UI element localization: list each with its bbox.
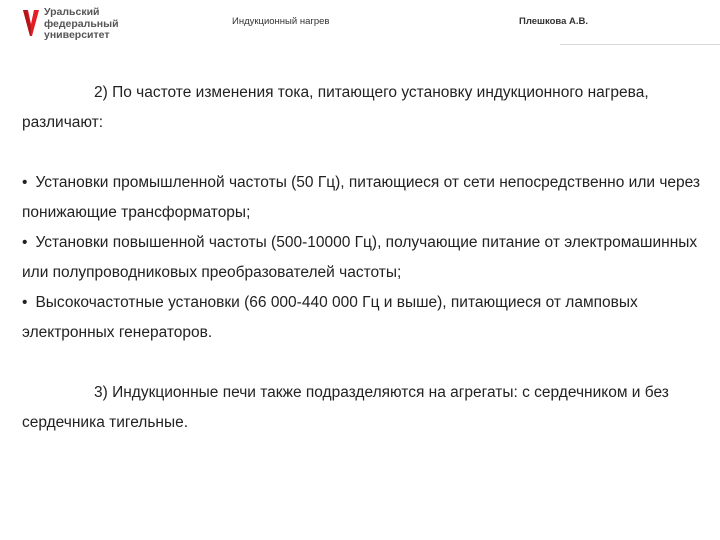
- list-item: [22, 168, 702, 228]
- spacer: [22, 348, 702, 378]
- header-divider: [560, 44, 720, 45]
- logo-line-3: университет: [44, 29, 110, 41]
- slide-content: [22, 78, 702, 438]
- bullet-icon: •: [22, 174, 28, 191]
- bullet-icon: •: [22, 294, 28, 311]
- bullet-text: Установки повышенной частоты (500-10000 Гц), получающие питание от электромашинных или полупроводниковых преобразователей частоты;: [22, 234, 698, 281]
- header-author: Плешкова А.В.: [519, 16, 589, 27]
- list-item: [22, 288, 702, 348]
- bullet-list: [22, 168, 702, 348]
- ural-logo-icon: [22, 8, 40, 38]
- slide-header: [0, 0, 720, 52]
- spacer: [22, 138, 702, 168]
- logo-line-2: федеральный: [44, 17, 119, 30]
- university-logo: [22, 6, 132, 42]
- bullet-text: Высокочастотные установки (66 000-440 000 Гц и выше), питающиеся от ламповых электронных генераторов.: [22, 294, 638, 341]
- paragraph-furnace-types: 3) Индукционные печи также подразделяются на агрегаты: с сердечником и без сердечника тигельные.: [22, 384, 669, 431]
- logo-line-1: Уральский: [44, 6, 100, 18]
- header-title: Индукционный нагрев: [232, 16, 330, 27]
- bullet-text: Установки промышленной частоты (50 Гц), питающиеся от сети непосредственно или через понижающие трансформаторы;: [22, 174, 701, 221]
- list-item: [22, 228, 702, 288]
- logo-text: [44, 7, 119, 42]
- bullet-icon: •: [22, 234, 28, 251]
- paragraph-frequency-intro: 2) По частоте изменения тока, питающего установку индукционного нагрева, различают:: [22, 84, 649, 131]
